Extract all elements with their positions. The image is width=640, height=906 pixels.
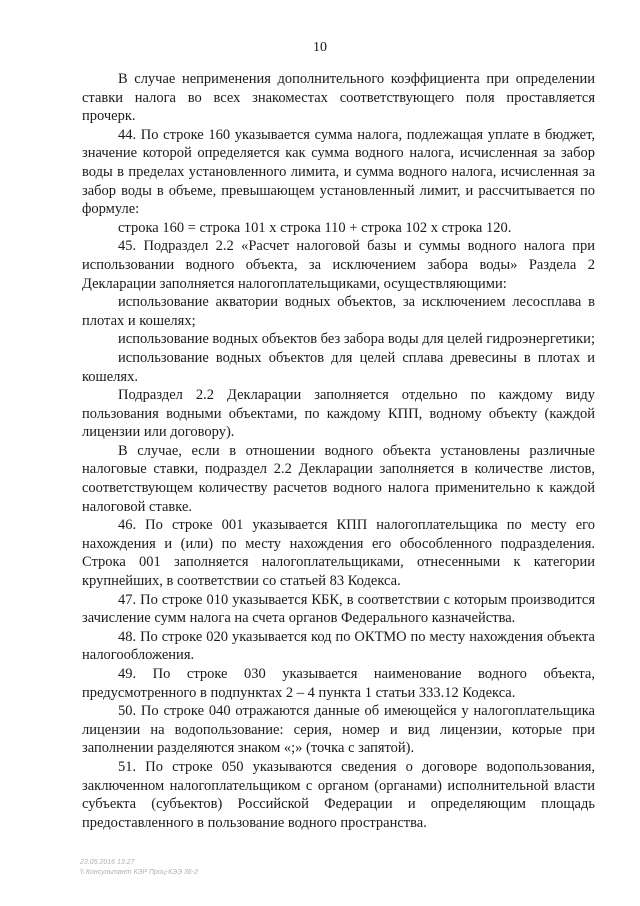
list-item-aquatory: использование акватории водных объектов, за исключением лесосплава в плотах и кошелях; <box>82 294 595 329</box>
footer-source: \\ Консультант КЭР Проц-КЭЭ 36-2 <box>80 869 198 876</box>
paragraph-44: 44. По строке 160 указывается сумма налога, подлежащая уплате в бюджет, значение которой определяется как сумма водного налога, исчисленная за забор воды в пределах установленного лимита, и сумма водного налога, исчисленная за забор воды в объеме, превышающем установленный лимит, и рассчитывается по формуле: <box>82 126 595 218</box>
paragraph-51: 51. По строке 050 указываются сведения о договоре водопользования, заключенном налогоплательщиком с органом (органами) исполнительной власти субъекта (субъектов) Российской Федерации и определяющим площадь предоставленного в пользование водного пространства. <box>82 758 595 831</box>
paragraph-formula: строка 160 = строка 101 x строка 110 + строка 102 x строка 120. <box>118 219 512 236</box>
paragraph-different-rates: В случае, если в отношении водного объекта установлены различные налоговые ставки, подраздел 2.2 Декларации заполняется в количестве листов, соответствующем количеству расчетов водного налога применительно к каждой налоговой ставке. <box>82 442 595 515</box>
list-item-timber-rafting: использование водных объектов для целей сплава древесины в плотах и кошелях. <box>82 349 595 385</box>
document-body <box>82 70 595 832</box>
paragraph-50: 50. По строке 040 отражаются данные об имеющейся у налогоплательщика лицензии на водопользование: серия, номер и вид лицензии, которые при заполнении разделяются знаком «;» (точка с запятой). <box>82 703 595 757</box>
list-item-hydropower: использование водных объектов без забора воды для целей гидроэнергетики; <box>118 331 595 348</box>
paragraph-47: 47. По строке 010 указывается КБК, в соответствии с которым производится зачисление сумм налога на счета органов Федерального казначейства. <box>82 591 595 627</box>
paragraph-45: 45. Подраздел 2.2 «Расчет налоговой базы и суммы водного налога при использовании водного объекта, за исключением забора воды» Раздела 2 Декларации заполняется налогоплательщиками, осуществляющими: <box>82 238 595 292</box>
footer-timestamp: 23.05.2016 13:27 <box>80 859 135 866</box>
footer-stamp <box>80 858 198 878</box>
paragraph-49: 49. По строке 030 указывается наименование водного объекта, предусмотренного в подпунктах 2 – 4 пункта 1 статьи 333.12 Кодекса. <box>82 666 595 701</box>
paragraph-coefficient-note: В случае неприменения дополнительного коэффициента при определении ставки налога во всех знакоместах соответствующего поля проставляется прочерк. <box>82 71 595 125</box>
page-number: 10 <box>313 40 327 55</box>
paragraph-subsection-2-2: Подраздел 2.2 Декларации заполняется отдельно по каждому виду пользования водными объектами, по каждому КПП, водному объекту (каждой лицензии или договору). <box>82 387 595 441</box>
paragraph-48: 48. По строке 020 указывается код по ОКТМО по месту нахождения объекта налогообложения. <box>82 628 595 664</box>
paragraph-46: 46. По строке 001 указывается КПП налогоплательщика по месту его нахождения и (или) по месту нахождения его обособленного подразделения. Строка 001 заполняется налогоплательщиками, отнесенными к категории крупнейших, в соответствии со статьей 83 Кодекса. <box>82 517 595 590</box>
